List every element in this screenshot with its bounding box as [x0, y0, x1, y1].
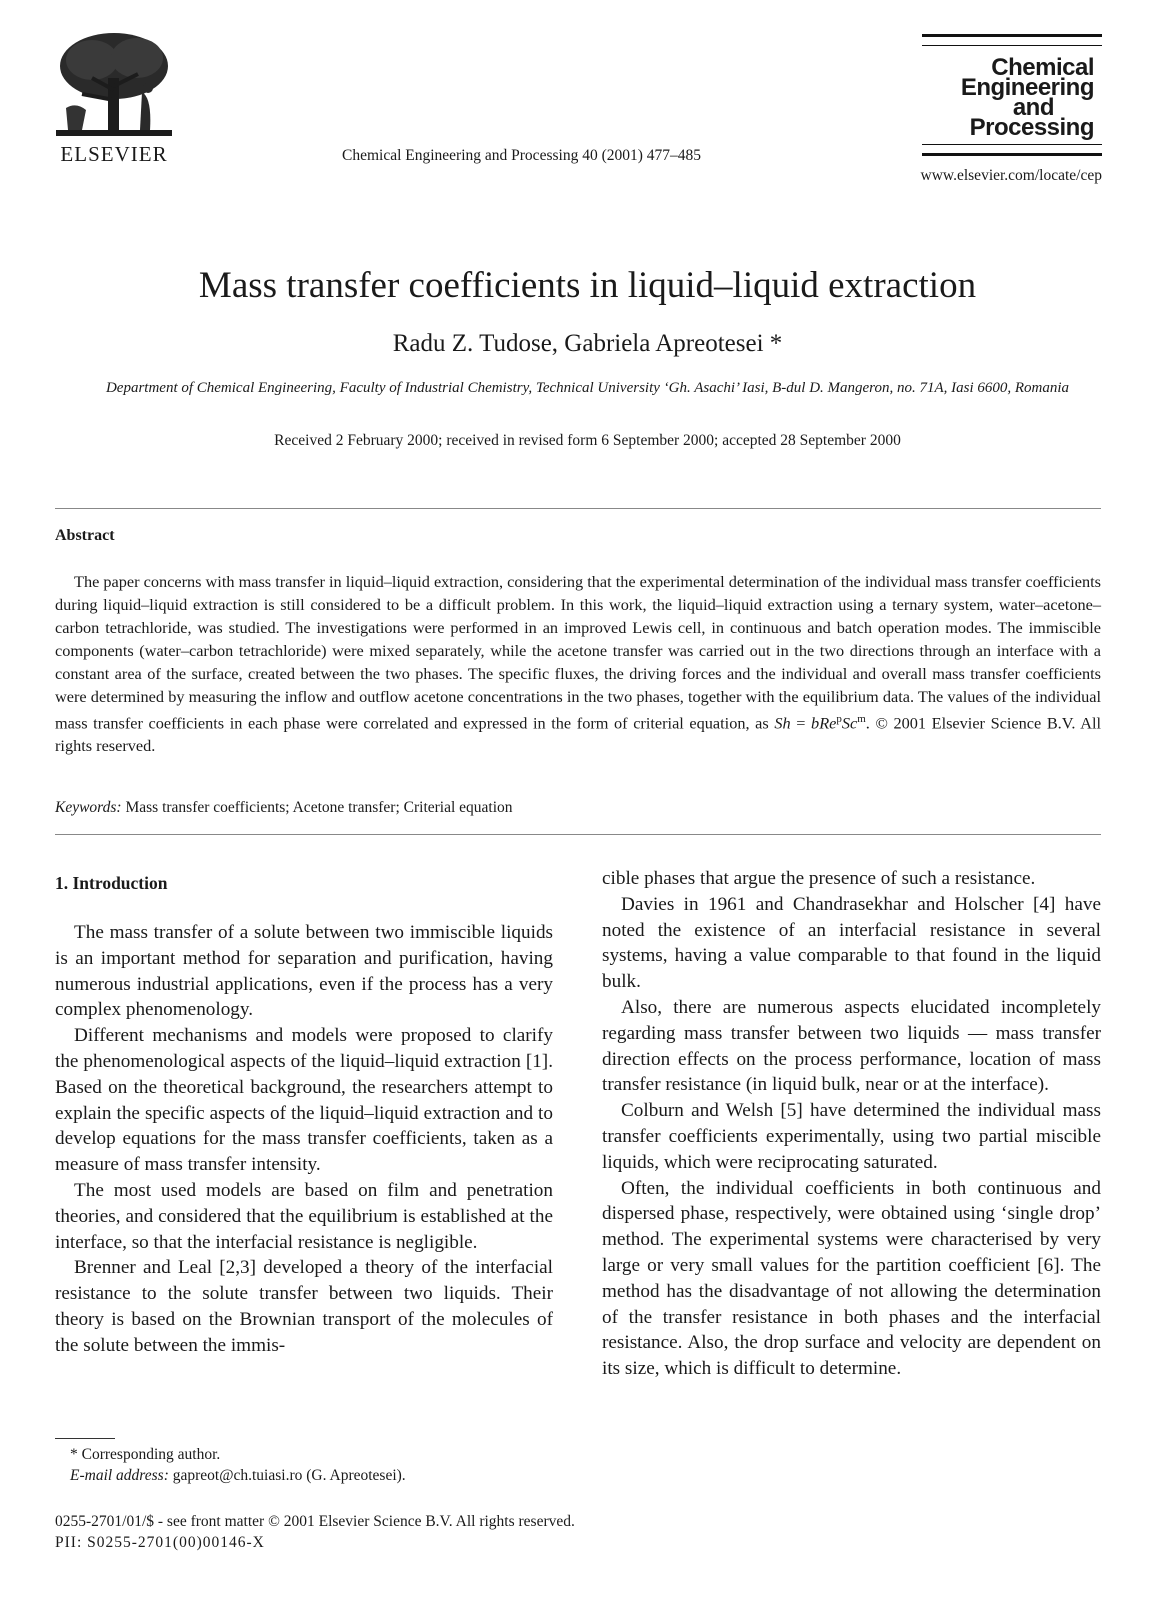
journal-logo — [922, 34, 1102, 156]
body-paragraph: Different mechanisms and models were proposed to clarify the phenomenological aspects of the liquid–liquid extraction [1]. Based on the theoretical background, the researchers attempt to explain the specific aspects of the liquid–liquid extraction and to develop equations for the mass transfer coefficients, taken as a measure of mass transfer intensity. — [55, 1025, 553, 1176]
pii-line: PII: S0255-2701(00)00146-X — [55, 1534, 265, 1551]
email-label: E-mail address: — [70, 1467, 169, 1484]
abstract-text — [55, 570, 1101, 757]
equation-exponent-m: m — [857, 713, 866, 725]
article-title: Mass transfer coefficients in liquid–liquid extraction — [198, 265, 977, 306]
abstract-top-rule — [55, 508, 1101, 509]
author-affiliation: Department of Chemical Engineering, Faculty of Industrial Chemistry, Technical University ‘Gh. Asachi’ Iasi, B-dul D. Mangeron, no. 71A, Iasi 6600, Romania — [105, 380, 1070, 396]
article-authors: Radu Z. Tudose, Gabriela Apreotesei * — [392, 330, 783, 357]
email-address[interactable]: gapreot@ch.tuiasi.ro (G. Apreotesei). — [168, 1467, 406, 1484]
body-paragraph: Often, the individual coefficients in both continuous and dispersed phase, respectively, were obtained using ‘single drop’ method. The experimental systems were characterised by very large or very small values for the partition coefficient [6]. The method has the disadvantage of not allowing the determination of the transfer resistance in both phases and the interfacial resistance. Also, the drop surface and velocity are dependent on its size, which is difficult to determine. — [602, 1177, 1101, 1380]
email-footnote — [70, 1466, 406, 1486]
equation-sc: Sc — [841, 713, 858, 733]
body-paragraph-continued: cible phases that argue the presence of such a resistance. — [602, 868, 1036, 889]
elsevier-tree-icon — [52, 30, 176, 142]
section-heading: 1. Introduction — [55, 873, 168, 893]
body-paragraph: The most used models are based on film and penetration theories, and considered that the equilibrium is established at the interface, so that the interfacial resistance is negligible. — [55, 1179, 553, 1253]
issn-line: 0255-2701/01/$ - see front matter © 2001 Elsevier Science B.V. All rights reserved. — [55, 1513, 575, 1530]
body-paragraph: Brenner and Leal [2,3] developed a theory of the interfacial resistance to the solute transfer between two liquids. Their theory is based on the Brownian transport of the molecules of the solute between the immis- — [55, 1257, 553, 1356]
abstract-copyright: . © 2001 Elsevier Science B.V. All rights reserved. — [55, 713, 1101, 756]
body-paragraph: Colburn and Welsh [5] have determined the individual mass transfer coefficients experimentally, using two partial miscible liquids, which were reciprocating saturated. — [602, 1100, 1101, 1173]
right-column — [602, 866, 1101, 1382]
journal-logo-line: and — [1012, 94, 1054, 121]
journal-logo-bottom-rule — [922, 144, 1102, 156]
journal-citation: Chemical Engineering and Processing 40 (2001) 477–485 — [342, 147, 702, 164]
left-column — [55, 870, 553, 1359]
journal-logo-line: Processing — [969, 114, 1094, 141]
corresponding-author-note: * Corresponding author. — [70, 1446, 221, 1463]
abstract-bottom-rule — [55, 834, 1101, 835]
journal-logo-line: Chemical — [991, 54, 1094, 81]
footnote-rule — [55, 1438, 115, 1439]
equation-exponent-p: p — [836, 713, 842, 725]
keywords-label: Keywords: — [55, 799, 122, 816]
journal-url[interactable]: www.elsevier.com/locate/cep — [920, 167, 1102, 184]
equation-sh: Sh — [774, 713, 791, 733]
received-dates: Received 2 February 2000; received in revised form 6 September 2000; accepted 28 September 2000 — [274, 432, 901, 449]
journal-logo-top-rule — [922, 34, 1102, 46]
body-paragraph: Also, there are numerous aspects elucidated incompletely regarding mass transfer between two liquids — mass transfer direction effects on the process performance, location of mass transfer resistance (in liquid bulk, near or at the interface). — [602, 996, 1101, 1096]
equation-equals: = — [790, 713, 812, 733]
journal-logo-title — [922, 54, 1102, 141]
abstract-heading: Abstract — [55, 527, 115, 544]
equation-bre: bRe — [811, 713, 837, 733]
elsevier-logo — [52, 30, 174, 166]
keywords-text: Mass transfer coefficients; Acetone transfer; Criterial equation — [121, 799, 513, 816]
journal-logo-line: Engineering — [960, 74, 1094, 101]
abstract-body: The paper concerns with mass transfer in liquid–liquid extraction, considering that the experimental determination of the individual mass transfer coefficients during liquid–liquid extraction is still considered to be a difficult problem. In this work, the liquid–liquid extraction using a ternary system, water–acetone–carbon tetrachloride, was studied. The investigations were performed in an improved Lewis cell, in continuous and batch operation modes. The immiscible components (water–carbon tetrachloride) were mixed separately, while the acetone transfer was carried out in the two directions through an interface with a constant area of the surface, created between the two phases. The specific fluxes, the driving forces and the individual and overall mass transfer coefficients were determined by measuring the inflow and outflow acetone concentrations in the two phases, together with the equilibrium data. The values of the individual mass transfer coefficients in each phase were correlated and expressed in the form of criterial equation, as — [55, 572, 1101, 733]
publisher-name: ELSEVIER — [60, 142, 168, 166]
body-paragraph: Davies in 1961 and Chandrasekhar and Holscher [4] have noted the existence of an interfacial resistance in several systems, having a value comparable to that found in the liquid bulk. — [602, 893, 1101, 993]
body-paragraph: The mass transfer of a solute between two immiscible liquids is an important method for separation and purification, having numerous industrial applications, even if the process has a very complex phenomenology. — [55, 922, 553, 1021]
keywords — [55, 799, 513, 817]
